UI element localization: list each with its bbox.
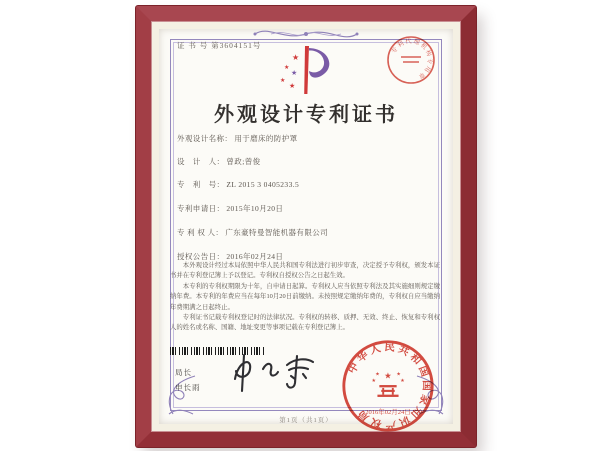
body-paragraph: 专利证书记载专利权登记时的法律状况。专利权的转移、质押、无效、终止、恢复和专利权人的姓名或名称、国籍、地址变更等事项记载在专利登记簿上。 [170,313,440,332]
top-ornament-icon [251,26,361,42]
svg-text:★: ★ [384,370,392,381]
field-label: 专 利 权 人： [177,228,224,237]
field-label: 设 计 人： [177,157,225,166]
certificate-frame [136,6,476,447]
field-filing-date [177,203,283,214]
svg-text:★: ★ [292,53,300,62]
corner-flourish-icon [163,374,197,416]
field-label: 外观设计名称： [177,134,233,143]
certificate-title: 外观设计专利证书 [214,104,398,126]
svg-text:★: ★ [284,65,290,71]
certificate-number: 证 书 号 第3604151号 [177,41,262,50]
svg-text:★: ★ [280,78,286,84]
svg-text:★: ★ [400,379,405,385]
seal-ring-text: 中华人民共和国国家知识产权局 [346,342,432,430]
patent-agency-seal [381,30,441,90]
svg-text:★: ★ [289,82,296,90]
seal-emblem-icon [371,370,405,397]
svg-text:★: ★ [371,379,376,385]
field-value: 用于磨床的防护罩 [234,134,298,143]
signer-name: 申长雨 [175,383,201,392]
svg-text:★: ★ [375,372,380,378]
handwritten-signature-icon [227,349,321,397]
field-value: 广东豪特曼智能机器有限公司 [225,228,329,237]
field-design-name [177,133,298,144]
body-paragraph: 本外观设计经过本局依照中华人民共和国专利法进行初步审查，决定授予专利权，颁发本证书并在专利登记簿上予以登记。专利权自授权公告之日起生效。 [170,262,440,280]
page-footer: 第1页（共1页） [279,417,333,424]
agency-seal-ring-text: 专利代理机构专用章 [391,38,433,80]
certificate-body [170,261,440,334]
field-patentee [177,227,328,238]
svg-text:★: ★ [396,372,401,378]
field-patent-number [177,179,299,190]
field-value: 曾政;曾俊 [226,157,261,166]
signer-role: 局长 [175,368,192,377]
svg-text:★: ★ [291,69,298,77]
field-value: 2015年10月20日 [226,204,284,213]
field-label: 授权公告日： [177,252,225,261]
field-label: 专 利 号： [177,180,225,189]
body-paragraph: 本专利的专利权期限为十年，自申请日起算。专利权人应当依照专利法及其实施细则规定缴纳年费。本专利的年费应当在每年10月20日前缴纳。未按照规定缴纳年费的，专利权自应当缴纳年费期满之日起终止。 [170,282,440,311]
certificate-paper [159,29,453,430]
seal-date: 2016年02月24日 [365,408,411,416]
patent-logo-icon [278,44,334,98]
field-designer [177,156,261,167]
field-label: 专利申请日： [177,204,225,213]
field-value: 2016年02月24日 [226,252,284,261]
field-value: ZL 2015 3 0405233.5 [226,180,300,189]
